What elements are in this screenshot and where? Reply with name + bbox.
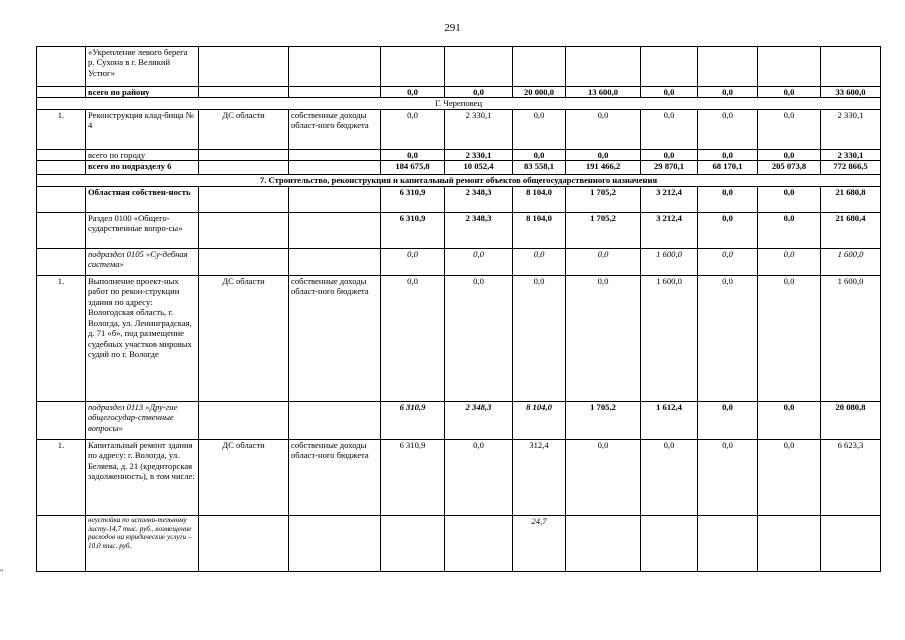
value-cell: 2 330,1 — [445, 109, 513, 149]
table-row — [37, 175, 881, 186]
row-source — [289, 87, 381, 98]
value-cell: 0,0 — [758, 87, 821, 98]
row-status — [199, 401, 289, 439]
table-row — [37, 98, 881, 109]
page-number: 291 — [444, 22, 461, 34]
value-cell: 0,0 — [698, 275, 758, 401]
value-cell: 8 104,0 — [513, 212, 566, 248]
table-row — [37, 186, 881, 212]
value-cell: 1 705,2 — [566, 401, 641, 439]
value-cell: 1 600,0 — [641, 248, 698, 275]
row-name: Областная собствен-ность — [86, 186, 199, 212]
table-row — [37, 161, 881, 175]
table-row — [37, 401, 881, 439]
table-row — [37, 87, 881, 98]
value-cell: 6 310,9 — [381, 401, 445, 439]
row-source — [289, 515, 381, 571]
row-name: всего по городу — [86, 149, 199, 160]
value-cell: 13 600,0 — [566, 87, 641, 98]
row-index — [37, 47, 86, 87]
row-status — [199, 161, 289, 175]
value-cell: 68 170,1 — [698, 161, 758, 175]
value-cell: 21 680,8 — [821, 186, 881, 212]
value-cell: 21 680,4 — [821, 212, 881, 248]
row-source: собственные доходы област-ного бюджета — [289, 439, 381, 515]
row-status — [199, 248, 289, 275]
value-cell: 1 705,2 — [566, 186, 641, 212]
table-row — [37, 149, 881, 160]
value-cell: 0,0 — [381, 87, 445, 98]
row-source — [289, 212, 381, 248]
value-cell: 0,0 — [445, 439, 513, 515]
row-name: подраздел 0105 «Су-дебная система» — [86, 248, 199, 275]
value-cell: 772 866,5 — [821, 161, 881, 175]
row-status: ДС области — [199, 109, 289, 149]
row-status — [199, 515, 289, 571]
row-index — [37, 149, 86, 160]
value-cell — [513, 47, 566, 87]
value-cell: 0,0 — [641, 87, 698, 98]
value-cell — [566, 515, 641, 571]
row-status — [199, 212, 289, 248]
value-cell: 0,0 — [381, 275, 445, 401]
row-status: ДС области — [199, 275, 289, 401]
value-cell: 6 623,3 — [821, 439, 881, 515]
row-status — [199, 87, 289, 98]
row-source: собственные доходы област-ного бюджета — [289, 109, 381, 149]
value-cell — [445, 47, 513, 87]
value-cell: 0,0 — [445, 275, 513, 401]
value-cell: 191 466,2 — [566, 161, 641, 175]
value-cell: 2 330,1 — [445, 149, 513, 160]
row-source — [289, 248, 381, 275]
row-source — [289, 47, 381, 87]
value-cell — [641, 47, 698, 87]
value-cell — [381, 47, 445, 87]
row-index — [37, 212, 86, 248]
value-cell: 8 104,0 — [513, 401, 566, 439]
table-row — [37, 275, 881, 401]
value-cell: 2 330,1 — [821, 149, 881, 160]
row-source: собственные доходы област-ного бюджета — [289, 275, 381, 401]
value-cell: 0,0 — [513, 109, 566, 149]
row-status: ДС области — [199, 439, 289, 515]
budget-table — [36, 46, 881, 572]
value-cell — [758, 515, 821, 571]
value-cell: 3 212,4 — [641, 212, 698, 248]
table-row — [37, 47, 881, 87]
row-name: Капитальный ремонт здания по адресу: г. Вологда, ул. Беляева, д. 21 (кредиторская задолженность), в том числе: — [86, 439, 199, 515]
value-cell: 1 600,0 — [821, 275, 881, 401]
value-cell: 0,0 — [698, 186, 758, 212]
value-cell: 0,0 — [566, 439, 641, 515]
value-cell: 2 348,3 — [445, 186, 513, 212]
value-cell: 0,0 — [698, 149, 758, 160]
value-cell: 0,0 — [566, 275, 641, 401]
value-cell: 0,0 — [381, 109, 445, 149]
table-row — [37, 515, 881, 571]
row-index — [37, 87, 86, 98]
value-cell: 0,0 — [513, 248, 566, 275]
value-cell: 6 310,9 — [381, 212, 445, 248]
row-name: Выполнение проект-ных работ по рекон-струкции здания по адресу: Вологодская область, г. Вологда, ул. Ленинградская, д. 71 «б», под размещение судебных участков мировых судий по г. Вологде — [86, 275, 199, 401]
row-index: 1. — [37, 439, 86, 515]
row-source — [289, 149, 381, 160]
value-cell: 184 675,8 — [381, 161, 445, 175]
value-cell: 1 600,0 — [641, 275, 698, 401]
value-cell: 0,0 — [513, 149, 566, 160]
value-cell: 0,0 — [698, 401, 758, 439]
city-heading: Г. Череповец — [37, 98, 881, 109]
value-cell: 0,0 — [758, 109, 821, 149]
value-cell: 24,7 — [513, 515, 566, 571]
row-index: 1. — [37, 109, 86, 149]
value-cell — [821, 47, 881, 87]
value-cell — [445, 515, 513, 571]
value-cell: 312,4 — [513, 439, 566, 515]
value-cell: 0,0 — [758, 275, 821, 401]
value-cell — [698, 515, 758, 571]
value-cell: 0,0 — [758, 439, 821, 515]
value-cell: 0,0 — [445, 248, 513, 275]
row-status — [199, 149, 289, 160]
row-name: всего по району — [86, 87, 199, 98]
table-row — [37, 109, 881, 149]
row-index — [37, 248, 86, 275]
value-cell: 205 073,8 — [758, 161, 821, 175]
table-row — [37, 439, 881, 515]
row-name: Реконструкция клад-бища № 4 — [86, 109, 199, 149]
value-cell: 6 310,9 — [381, 186, 445, 212]
table-row — [37, 212, 881, 248]
value-cell — [381, 515, 445, 571]
value-cell: 0,0 — [513, 275, 566, 401]
value-cell — [698, 47, 758, 87]
row-index — [37, 186, 86, 212]
value-cell — [758, 47, 821, 87]
value-cell: 8 104,0 — [513, 186, 566, 212]
row-source — [289, 186, 381, 212]
row-name: неустойка по исполни-тельному листу-14,7 тыс. руб., возмещение расходов на юридические услуги – 10,0 тыс. руб. — [86, 515, 199, 571]
value-cell: 0,0 — [758, 248, 821, 275]
value-cell: 0,0 — [445, 87, 513, 98]
value-cell: 1 612,4 — [641, 401, 698, 439]
value-cell: 0,0 — [758, 186, 821, 212]
row-name: всего по подразделу 6 — [86, 161, 199, 175]
value-cell: 2 348,3 — [445, 212, 513, 248]
section-heading: 7. Строительство, реконструкция и капитальный ремонт объектов общегосударственного назначения — [37, 175, 881, 186]
value-cell: 1 600,0 — [821, 248, 881, 275]
value-cell: 0,0 — [698, 87, 758, 98]
value-cell: 0,0 — [566, 149, 641, 160]
value-cell: 0,0 — [698, 248, 758, 275]
value-cell: 0,0 — [641, 149, 698, 160]
value-cell: 10 052,4 — [445, 161, 513, 175]
value-cell — [566, 47, 641, 87]
value-cell: 83 558,1 — [513, 161, 566, 175]
row-name: «Укрепление левого берега р. Сухона в г. Великий Устюг» — [86, 47, 199, 87]
row-status — [199, 47, 289, 87]
value-cell: 0,0 — [641, 439, 698, 515]
value-cell: 0,0 — [758, 212, 821, 248]
value-cell — [641, 515, 698, 571]
margin-mark: " — [0, 568, 4, 577]
value-cell: 2 330,1 — [821, 109, 881, 149]
value-cell: 29 870,1 — [641, 161, 698, 175]
value-cell: 6 310,9 — [381, 439, 445, 515]
row-source — [289, 161, 381, 175]
row-name: подраздел 0113 «Дру-гие общегосудар-ственные вопросы» — [86, 401, 199, 439]
value-cell: 0,0 — [641, 109, 698, 149]
value-cell: 0,0 — [758, 401, 821, 439]
value-cell: 33 600,0 — [821, 87, 881, 98]
value-cell: 1 705,2 — [566, 212, 641, 248]
value-cell: 20 000,0 — [513, 87, 566, 98]
value-cell: 2 348,3 — [445, 401, 513, 439]
row-index — [37, 401, 86, 439]
value-cell: 0,0 — [758, 149, 821, 160]
row-name: Раздел 0100 «Общего-сударственные вопро-сы» — [86, 212, 199, 248]
value-cell — [821, 515, 881, 571]
value-cell: 0,0 — [381, 149, 445, 160]
table-row — [37, 248, 881, 275]
row-status — [199, 186, 289, 212]
value-cell: 0,0 — [381, 248, 445, 275]
value-cell: 20 080,8 — [821, 401, 881, 439]
value-cell: 0,0 — [566, 109, 641, 149]
value-cell: 0,0 — [698, 109, 758, 149]
row-index — [37, 515, 86, 571]
row-index — [37, 161, 86, 175]
value-cell: 0,0 — [566, 248, 641, 275]
value-cell: 3 212,4 — [641, 186, 698, 212]
row-source — [289, 401, 381, 439]
value-cell: 0,0 — [698, 212, 758, 248]
row-index: 1. — [37, 275, 86, 401]
value-cell: 0,0 — [698, 439, 758, 515]
